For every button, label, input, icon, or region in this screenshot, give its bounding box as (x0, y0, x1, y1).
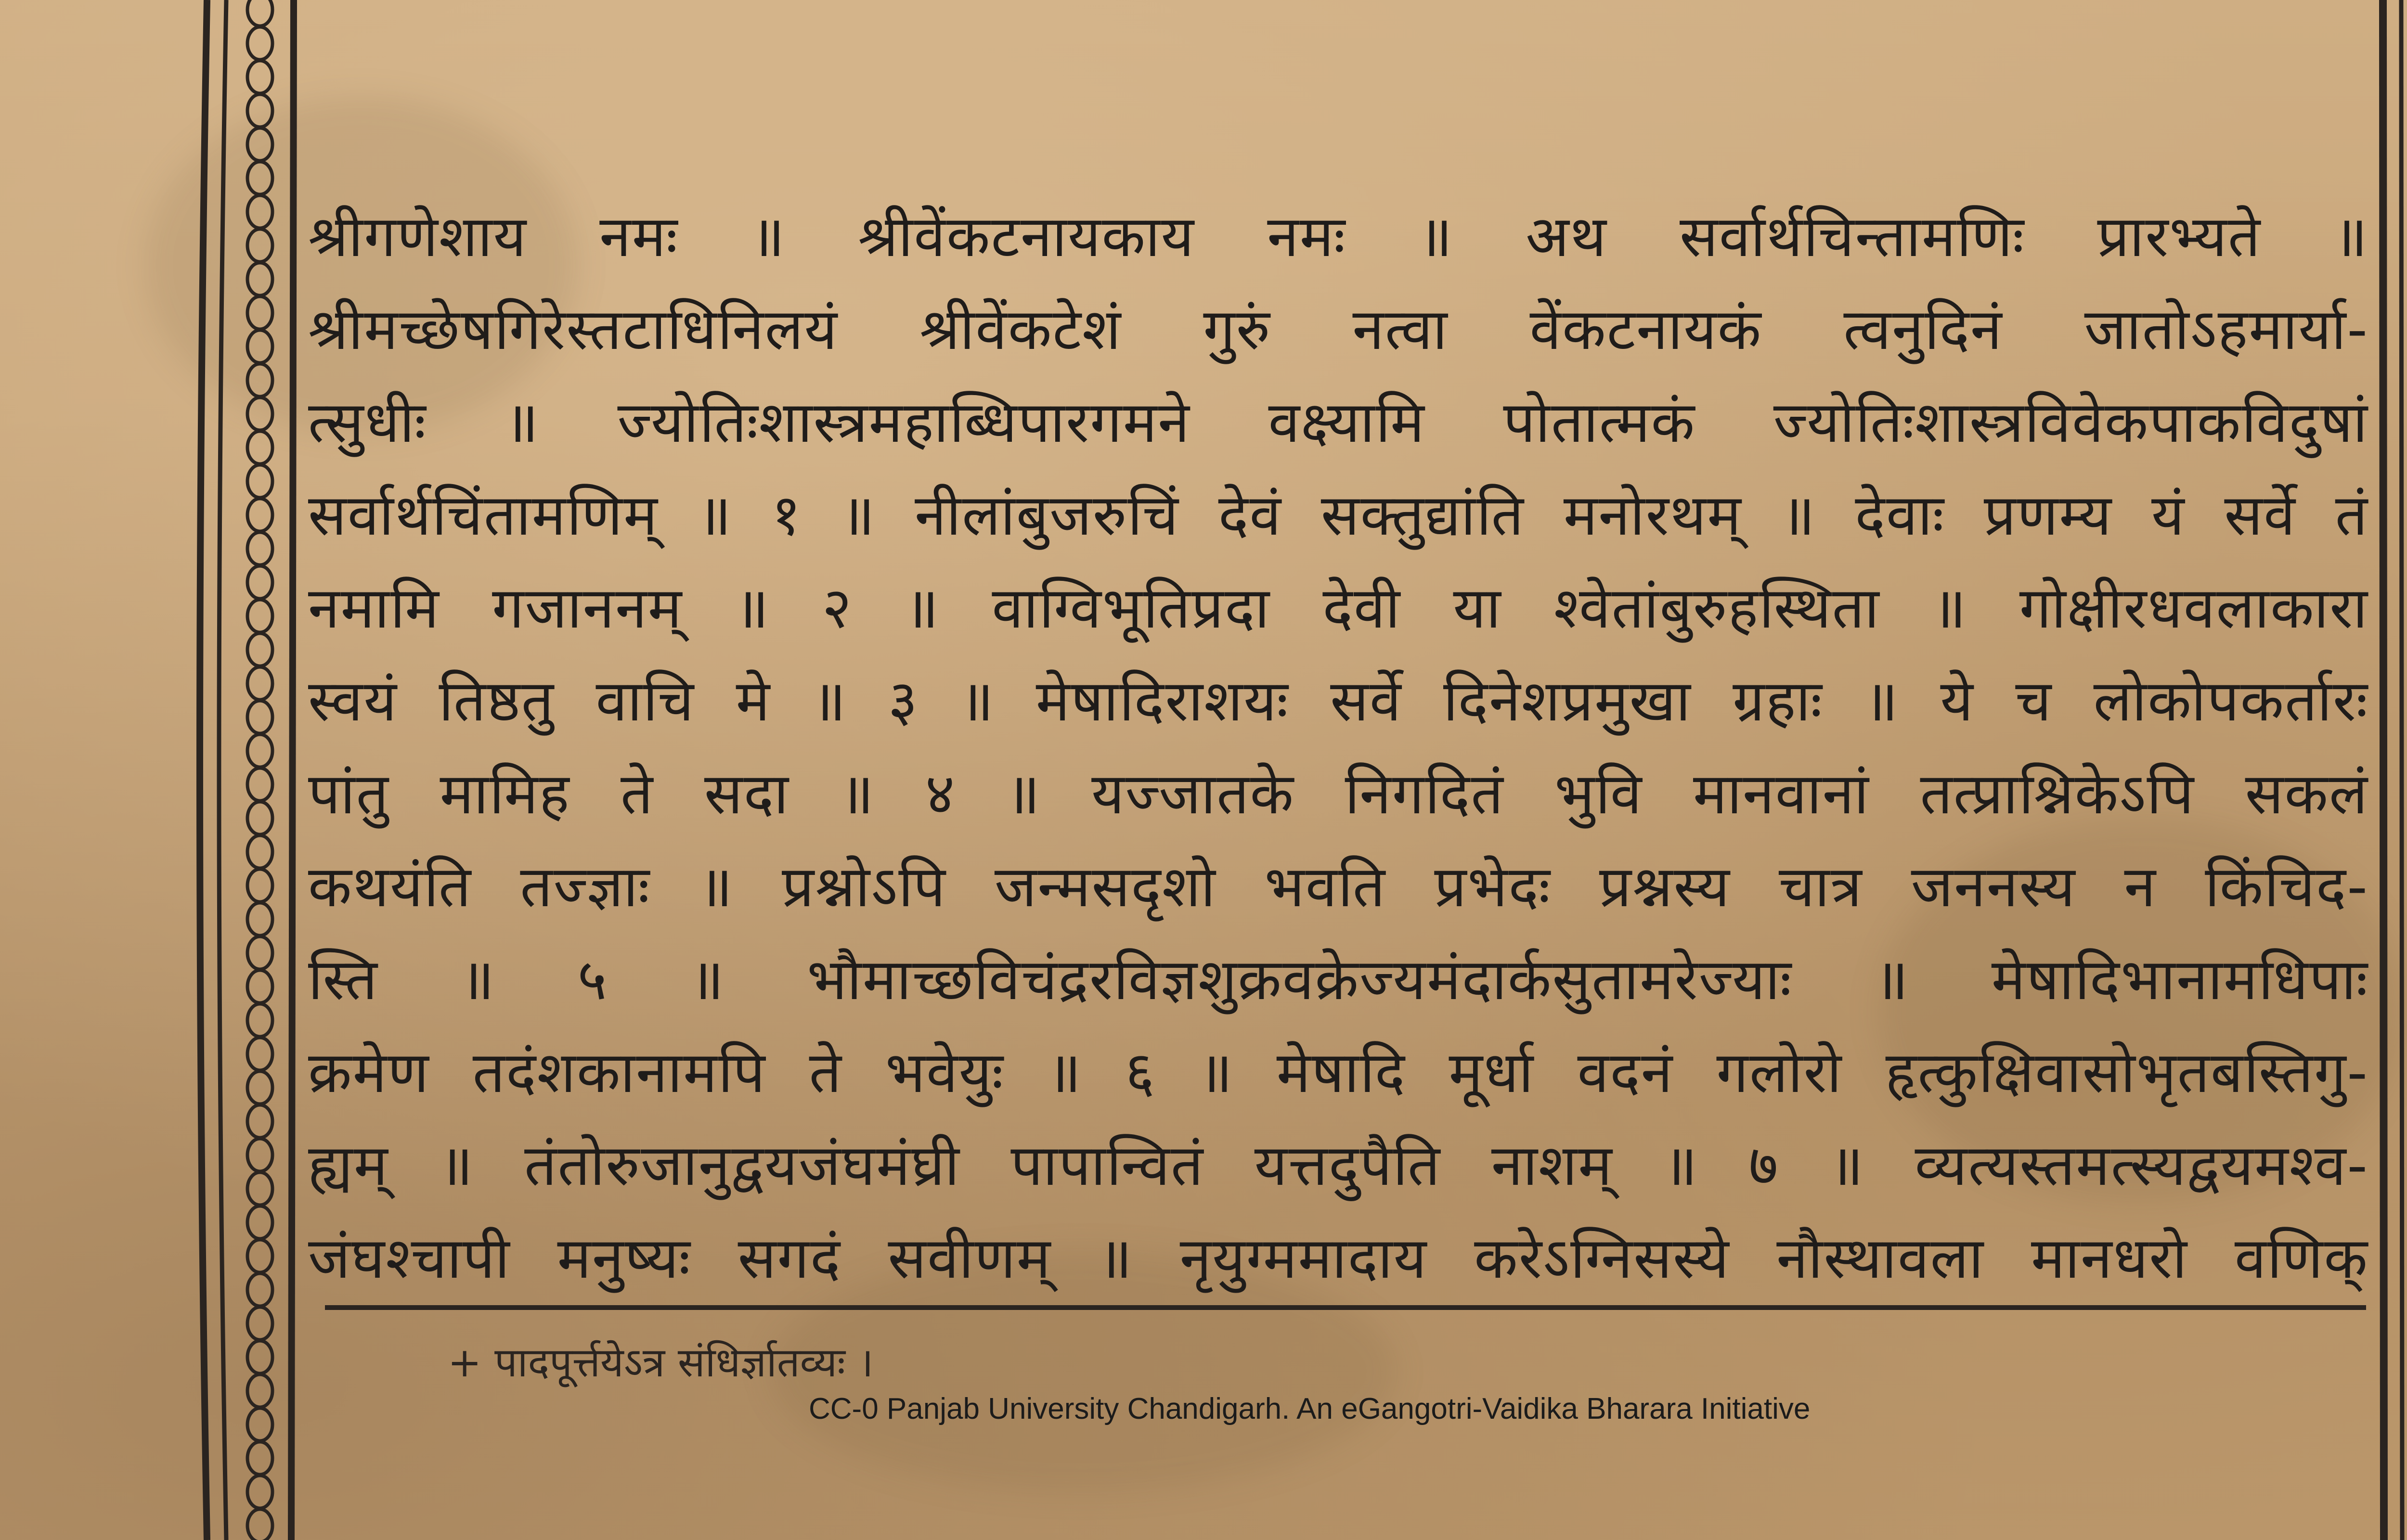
text-line: श्रीमच्छेषगिरेस्तटाधिनिलयं श्रीवेंकटेशं गुरुं नत्वा वेंकटनायकं त्वनुदिनं जातोऽहमार्या- (308, 296, 2368, 362)
border-ornament (247, 330, 272, 363)
text-line: नमामि गजाननम् ॥ २ ॥ वाग्विभूतिप्रदा देवी या श्वेतांबुरुहस्थिता ॥ गोक्षीरधवलाकारा (308, 575, 2368, 641)
border-ornament (247, 869, 272, 902)
border-ornament (247, 667, 272, 700)
border-ornament (247, 768, 272, 801)
border-ornament (247, 1273, 272, 1306)
border-ornament (247, 162, 272, 194)
text-line: ह्यम् ॥ तंतोरुजानुद्वयजंघमंघ्री पापान्वितं यत्तदुपैति नाशम् ॥ ७ ॥ व्यत्यस्तमत्स्यद्वयमश्व- (308, 1132, 2368, 1198)
border-ornament (247, 633, 272, 666)
archive-watermark: CC-0 Panjab University Chandigarh. An eGangotri-Vaidika Bharara Initiative (809, 1392, 1811, 1425)
border-ornament (247, 802, 272, 834)
border-ornament (247, 1206, 272, 1239)
border-ornament (247, 1341, 272, 1373)
border-ornament (247, 903, 272, 936)
text-line: स्वयं तिष्ठतु वाचि मे ॥ ३ ॥ मेषादिराशयः सर्वे दिनेशप्रमुखा ग्रहाः ॥ ये च लोकोपकर्तारः (308, 667, 2368, 734)
border-ornament (247, 1240, 272, 1272)
border-ornament (247, 1004, 272, 1037)
border-ornament (247, 1374, 272, 1407)
border-ornament (247, 1307, 272, 1340)
border-ornament (247, 229, 272, 262)
border-ornament (247, 566, 272, 599)
text-line: जंघश्चापी मनुष्यः सगदं सवीणम् ॥ नृयुग्ममादाय करेऽग्निसस्ये नौस्थावला मानधरो वणिक् (308, 1225, 2368, 1291)
border-ornament (247, 1038, 272, 1070)
footnote-divider (325, 1305, 2366, 1310)
border-ornament (247, 398, 272, 430)
right-ornamental-border (2373, 0, 2407, 1540)
border-ornament (247, 465, 272, 498)
border-ornament (247, 1139, 272, 1171)
text-line: पांतु मामिह ते सदा ॥ ४ ॥ यज्जातके निगदितं भुवि मानवानां तत्प्राश्निकेऽपि सकलं (308, 760, 2368, 827)
text-line: स्ति ॥ ५ ॥ भौमाच्छविचंद्ररविज्ञशुक्रवक्रेज्यमंदार्कसुतामरेज्याः ॥ मेषादिभानामधिपाः (308, 946, 2368, 1013)
border-ornament (247, 27, 272, 60)
border-ornament (247, 1408, 272, 1441)
border-ornament (247, 1509, 272, 1540)
border-ornament (247, 835, 272, 868)
border-ornament (247, 734, 272, 767)
border-ornament (247, 499, 272, 531)
border-ornament (247, 1071, 272, 1104)
border-ornament (247, 701, 272, 733)
border-ornament (247, 263, 272, 295)
border-ornament (247, 1476, 272, 1508)
border-ornament (247, 195, 272, 228)
text-line: त्सुधीः ॥ ज्योतिःशास्त्रमहाब्धिपारगमने वक्ष्यामि पोतात्मकं ज्योतिःशास्त्रविवेकपाकविदुषां (308, 389, 2368, 455)
border-ornament (247, 1442, 272, 1475)
left-ornamental-border (193, 0, 308, 1540)
border-ornament (247, 600, 272, 632)
border-ornament (247, 364, 272, 397)
text-line: सर्वार्थचिंतामणिम् ॥ १ ॥ नीलांबुजरुचिं देवं सक्तुद्यांति मनोरथम् ॥ देवाः प्रणम्य यं सर्वे तं (308, 482, 2368, 548)
border-ornament (247, 937, 272, 969)
border-ornament (247, 1172, 272, 1205)
border-ornament (247, 61, 272, 93)
text-line: श्रीगणेशाय नमः ॥ श्रीवेंकटनायकाय नमः ॥ अथ सर्वार्थचिन्तामणिः प्रारभ्यते ॥ (308, 203, 2368, 270)
text-line: कथयंति तज्ज्ञाः ॥ प्रश्नोऽपि जन्मसदृशो भवति प्रभेदः प्रश्नस्य चात्र जननस्य न किंचिद- (308, 853, 2368, 920)
border-ornament (247, 431, 272, 464)
border-ornament (247, 128, 272, 161)
border-ornament (247, 970, 272, 1003)
border-ornament (247, 296, 272, 329)
border-ornament (247, 0, 272, 26)
border-ornament (247, 532, 272, 565)
border-ornament (247, 1105, 272, 1138)
sanskrit-text-block (308, 190, 2368, 1305)
footnote: + पादपूर्त्तयेऽत्र संधिर्ज्ञातव्यः । (448, 1339, 874, 1386)
border-ornament (247, 94, 272, 127)
text-line: क्रमेण तदंशकानामपि ते भवेयुः ॥ ६ ॥ मेषादि मूर्धा वदनं गलोरो हृत्कुक्षिवासोभृतबस्तिगु- (308, 1039, 2368, 1105)
